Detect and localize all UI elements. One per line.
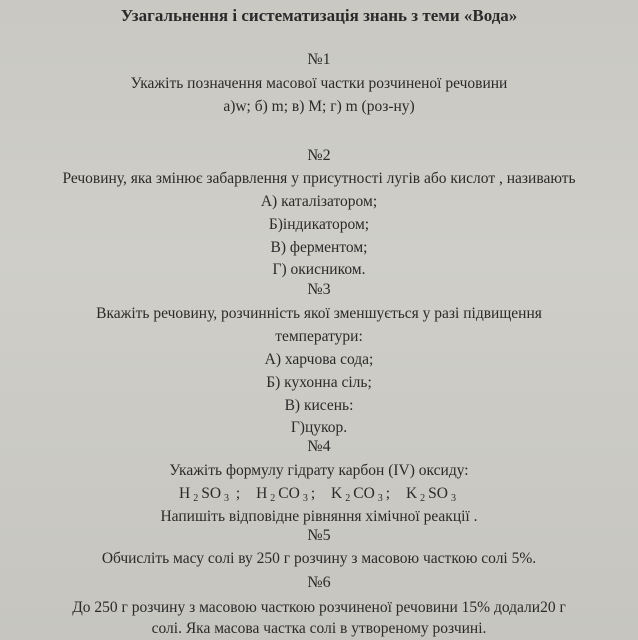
question-5-text: Обчисліть масу солі ву 250 г розчину з масовою часткою солі 5%. <box>101 550 537 567</box>
question-2-option-c: В) ферментом; <box>270 239 368 256</box>
question-1-options: а)w; б) m; в) M; г) m (роз-ну) <box>223 98 415 115</box>
question-3-option-a: А) харчова сода; <box>264 351 374 368</box>
question-6-text-line-2: солі. Яка масова частка солі в утвореному розчині. <box>151 620 487 637</box>
question-1-text: Укажіть позначення масової частки розчиненої речовини <box>130 75 508 92</box>
question-4-formulas <box>0 484 638 504</box>
question-3-option-c: В) кисень: <box>284 397 354 414</box>
formula-k2so3: K $_2$ SO $_3$ <box>405 485 456 504</box>
question-3-text-line-2: температури: <box>275 328 363 345</box>
formula-h2so3: H $_2$ SO $_3$ ; <box>179 485 241 504</box>
question-3-number: №3 <box>307 281 331 298</box>
question-3-option-b: Б) кухонна сіль; <box>266 374 372 391</box>
question-2-number: №2 <box>307 147 331 164</box>
question-6-number: №6 <box>307 574 331 591</box>
question-1-number: №1 <box>307 51 331 68</box>
question-4-number: №4 <box>307 438 331 455</box>
question-2-text: Речовину, яка змінює забарвлення у присутності лугів або кислот , називають <box>62 170 576 187</box>
question-5-number: №5 <box>307 527 331 544</box>
question-4-text: Укажіть формулу гідрату карбон (IV) оксиду: <box>169 462 469 479</box>
question-4-task: Напишіть відповідне рівняння хімічної реакції . <box>160 508 478 525</box>
question-2-option-d: Г) окисником. <box>272 261 366 278</box>
formula-h2co3: H $_2$ CO $_3$ ; <box>256 485 316 504</box>
question-6-text-line-1: До 250 г розчину з масовою часткою розчиненої речовини 15% додали20 г <box>72 599 566 616</box>
question-2-option-a: А) каталізатором; <box>260 193 378 210</box>
question-2-option-b: Б)індикатором; <box>268 216 370 233</box>
formula-k2co3: K $_2$ CO $_3$ ; <box>331 485 391 504</box>
page-title: Узагальнення і систематизація знань з теми «Вода» <box>120 6 518 25</box>
question-3-text-line-1: Вкажіть речовину, розчинність якої зменшується у разі підвищення <box>96 305 542 322</box>
question-3-option-d: Г)цукор. <box>290 419 348 436</box>
